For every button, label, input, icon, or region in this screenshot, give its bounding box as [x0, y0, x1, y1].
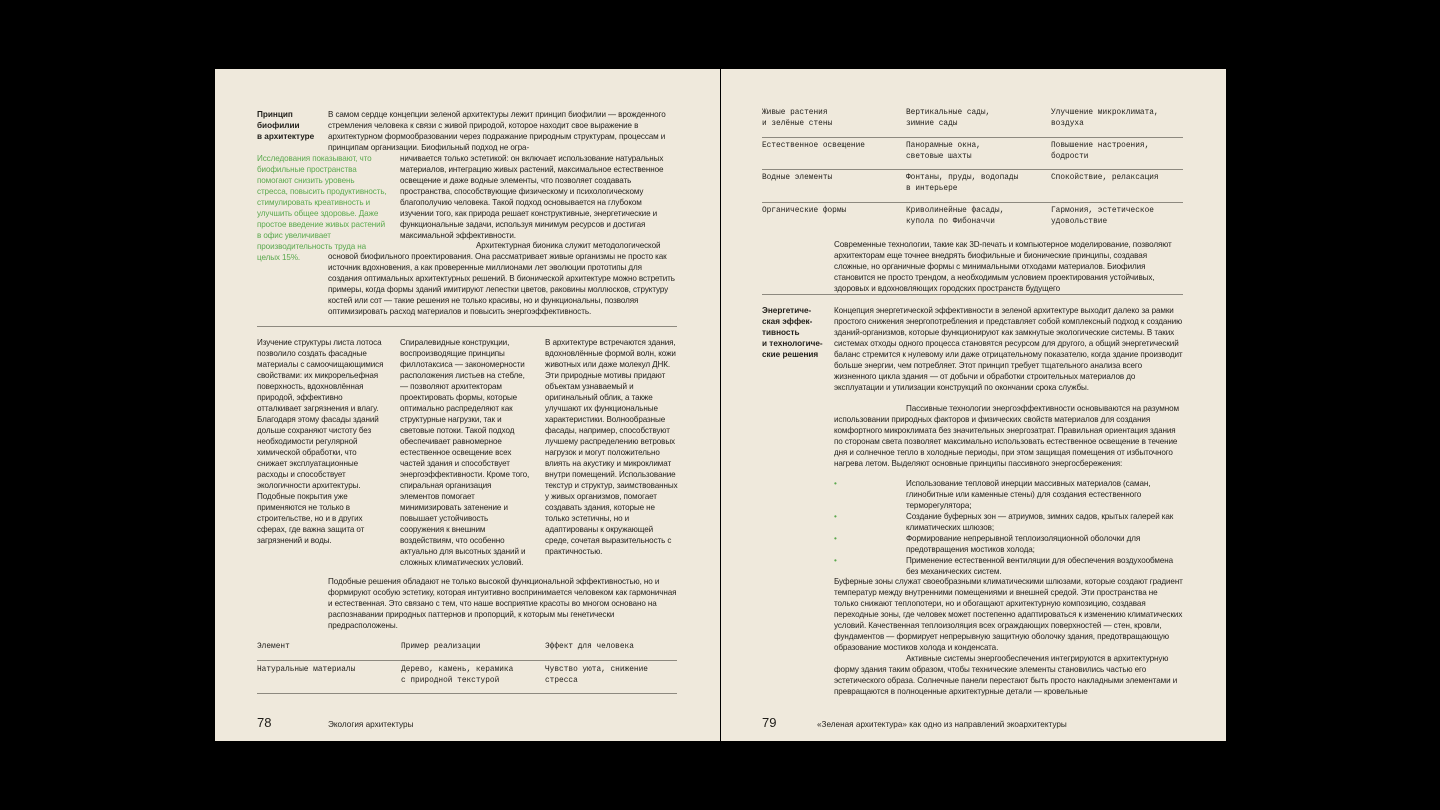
left-column-1: Изучение структуры листа лотоса позволило создать фасадные материалы с самоочищающимися свойствами: их микрорельефная поверхность, вдохновлённая природой, эффективно отталкивает загрязнения и влагу. Благодаря этому фасады зданий дольше сохраняют чистоту без необходимости регулярной химической обработки, что снижает эксплуатационные расходы и способствует экологичности архитектуры. Подобные покрытия уже применяются не только в строительстве, но и в других сферах, где важна защита от загрязнений и воды.: [257, 338, 384, 545]
left-intro-continued: ничивается только эстетикой: он включает использование натуральных материалов, интеграцию живых растений, максимальное естественное освещение и даже водные элементы, что позволяет создавать пространства, способствующие физическому и психологическому благополучию человека. Такой подход основывается на глубоком изучении того, как природа решает конструктивные, энергетические и функциональные задачи, используя минимум ресурсов и достигая максимальной эффективности.: [400, 154, 664, 240]
table-rule: [762, 169, 1183, 170]
page-number: 79: [762, 715, 777, 730]
left-green-note: Исследования показывают, что биофильные пространства помогают снизить уровень стресса, повысить продуктивность, стимулировать креативность и улучшить общее здоровье. Даже простое введение живых растений в офис увеличивает производительность труда на целых 15%.: [257, 154, 387, 262]
bullet-icon: •: [834, 512, 837, 521]
list-item: • Создание буферных зон — атриумов, зимних садов, крытых галерей как климатических шлюзов;: [834, 512, 1174, 532]
table-cell: Натуральные материалы: [257, 666, 356, 674]
running-head: Экология архитектуры: [328, 720, 414, 729]
right-energy-paragraph-1: Концепция энергетической эффективности в зеленой архитектуре выходит далеко за рамки простого снижения энергопотребления и представляет собой комплексный подход к созданию зданий-организмов, которые функционируют как замкнутые экологические системы. В таких системах отходы одного процесса становятся ресурсом для другого, а общий энергетический баланс стремится к нулевому или даже отрицательному показателю, когда здание производит больше энергии, чем потребляет. Этот принцип требует тщательного анализа всего жизненного цикла здания — от добычи и обработки строительных материалов до эксплуатации и утилизации конструкций по окончании срока службы.: [834, 306, 1183, 392]
left-column-3: В архитектуре встречаются здания, вдохновлённые формой волн, кожи животных или даже молекул ДНК. Эти природные мотивы придают объектам узнаваемый и оригинальный облик, а также улучшают их функциональные характеристики. Волнообразные фасады, например, способствуют лучшему распределению ветровых нагрузок и могут положительно влиять на акустику и микроклимат внутри помещений. Использование текстур и структур, заимствованных у живых организмов, помогает создавать здания, которые не только эстетичны, но и адаптированы к окружающей среде, сочетая выразительность с практичностью.: [545, 338, 678, 556]
table-cell: Водные элементы: [762, 174, 833, 182]
running-head: «Зеленая архитектура» как одно из направлений экоархитектуры: [817, 720, 1067, 729]
right-energy-paragraph-4: Активные системы энергообеспечения интегрируются в архитектурную форму здания таким образом, чтобы технические элементы становились частью его эстетического образа. Солнечные панели перестают быть просто накладными элементами и превращаются в полноценные архитектурные детали — кровельные: [834, 654, 1178, 696]
table-cell: Фонтаны, пруды, водопады в интерьере: [906, 174, 1019, 193]
table-rule: [762, 137, 1183, 138]
table-cell: Чувство уюта, снижение стресса: [545, 666, 648, 685]
left-intro-paragraph: В самом сердце концепции зеленой архитектуры лежит принцип биофилии — врожденного стремления человека к связи с живой природой, которое находит свое выражение в архитектурном формообразовании через подражание природным структурам, процессам и принципам организации. Биофильный подход не огра-: [328, 110, 666, 152]
table-cell: Органические формы: [762, 207, 847, 215]
table-cell: Спокойствие, релаксация: [1051, 174, 1159, 182]
left-closing-paragraph: Подобные решения обладают не только высокой функциональной эффективностью, но и формируют особую эстетику, которая интуитивно воспринимается человеком как гармоничная и естественная. Это связано с тем, что наше восприятие красоты во многом основано на распознавании природных паттернов и пропорций, к которым мы генетически предрасположены.: [328, 577, 677, 630]
right-page: [721, 69, 1226, 741]
bullet-icon: •: [834, 556, 837, 565]
table-cell: Повышение настроения, бодрости: [1051, 142, 1150, 161]
divider: [257, 326, 677, 327]
table-header-element: Элемент: [257, 643, 290, 651]
page-number: 78: [257, 715, 272, 730]
right-tech-paragraph: Современные технологии, такие как 3D-печать и компьютерное моделирование, позволяют архитекторам еще точнее внедрять биофильные и бионические принципы, создавая сложные, но органичные формы с минимальными отходами материалов. Биофилия становится не просто трендом, а необходимым условием проектирования устойчивых, здоровых и вдохновляющих городских пространств будущего: [834, 240, 1172, 293]
table-cell: Панорамные окна, световые шахты: [906, 142, 981, 161]
right-side-title: Энергетиче- ская эффек- тивность и технологиче- ские решения: [762, 306, 823, 359]
table-cell: Улучшение микроклимата, воздуха: [1051, 109, 1159, 128]
table-cell: Гармония, эстетическое удовольствие: [1051, 207, 1154, 226]
table-cell: Естественное освещение: [762, 142, 865, 150]
table-cell: Вертикальные сады, зимние сады: [906, 109, 991, 128]
list-item: • Формирование непрерывной теплоизоляционной оболочки для предотвращения мостиков холода;: [834, 534, 1141, 554]
table-header-example: Пример реализации: [401, 643, 481, 651]
divider: [762, 294, 1183, 295]
bullet-icon: •: [834, 479, 837, 488]
table-cell: Живые растения и зелёные стены: [762, 109, 833, 128]
left-bionics-paragraph: Архитектурная бионика служит методологической основой биофильного проектирования. Она рассматривает живые организмы не просто как источник вдохновения, а как проверенные миллионами лет эволюции прототипы для создания оптимальных архитектурных решений. В бионической архитектуре можно встретить примеры, когда формы зданий имитируют лепестки цветов, раковины моллюсков, структуру костей или сот — такие решения не только красивы, но и функциональны, позволяя оптимизировать расход материалов и повысить энергоэффективность.: [328, 241, 675, 316]
left-side-title: Принцип биофилии в архитектуре: [257, 110, 315, 141]
table-cell: Криволинейные фасады, купола по Фибоначчи: [906, 207, 1005, 226]
table-rule: [762, 202, 1183, 203]
passive-principles-list: [834, 478, 1184, 577]
list-item: • Использование тепловой инерции массивных материалов (саман, глинобитные или каменные стены) для создания естественного терморегулятора;: [834, 479, 1151, 510]
table-cell: Дерево, камень, керамика с природной текстурой: [401, 666, 514, 685]
table-header-effect: Эффект для человека: [545, 643, 634, 651]
left-page: [215, 69, 720, 741]
list-item: • Применение естественной вентиляции для обеспечения воздухообмена без механических систем.: [834, 556, 1174, 576]
table-rule: [257, 660, 677, 661]
table-rule: [257, 693, 677, 694]
bullet-icon: •: [834, 534, 837, 543]
left-column-2: Спиралевидные конструкции, воспроизводящие принципы филлотаксиса — закономерности расположения листьев на стебле, — позволяют архитекторам проектировать формы, которые оптимально распределяют как структурные нагрузки, так и световые потоки. Такой подход обеспечивает равномерное естественное освещение всех частей здания и способствует энергоэффективности. Кроме того, спиральная организация элементов помогает минимизировать затенение и повышает устойчивость сооружения к внешним воздействиям, что особенно актуально для высотных зданий и сложных климатических условий.: [400, 338, 530, 567]
right-energy-paragraph-3: Буферные зоны служат своеобразными климатическими шлюзами, которые создают градиент температур между внутренними помещениями и внешней средой. Эти пространства не только снижают теплопотери, но и обогащают архитектурную композицию, создавая переходные зоны, где человек может постепенно адаптироваться к изменению климатических условий. Качественная теплоизоляция всех ограждающих поверхностей — стен, кровли, фундаментов — формирует непрерывную защитную оболочку здания, предотвращающую образование мостиков холода и конденсата.: [834, 577, 1183, 652]
right-energy-paragraph-2: Пассивные технологии энергоэффективности основываются на разумном использовании природных факторов и физических свойств материалов для создания комфортного микроклимата без значительных энергозатрат. Правильная ориентация здания по сторонам света позволяет максимально использовать естественное освещение в течение дня и солнечное тепло в холодные периоды, при этом защищая помещения от избыточного нагрева летом. Выделяют основные принципы пассивного энергосбережения:: [834, 404, 1179, 468]
